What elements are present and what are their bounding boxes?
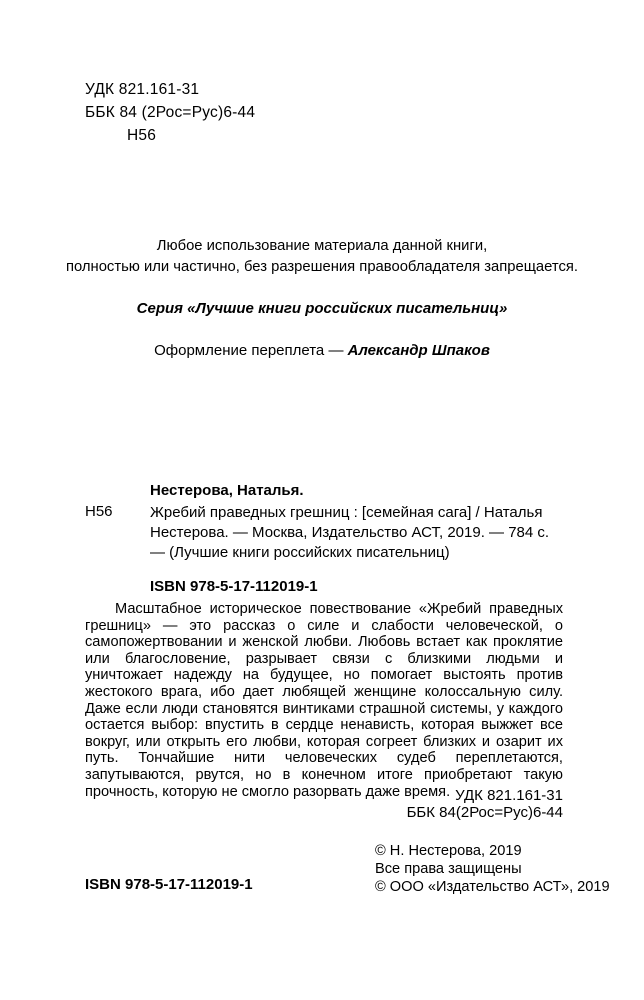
bbk-code-bottom: ББК 84(2Рос=Рус)6-44 [406,804,563,821]
udk-code: УДК 821.161-31 [85,81,200,98]
design-credit-prefix: Оформление переплета — [154,342,348,359]
bib-isbn: ISBN 978-5-17-112019-1 [150,578,318,595]
design-credit [42,342,602,361]
rights-reserved: Все права защищены [375,861,522,877]
usage-notice-line2: полностью или частично, без разрешения правообладателя запрещается. [65,259,579,275]
bib-entry: Жребий праведных грешниц : [семейная сага] / Наталья Нестерова. — Москва, Издательство АСТ, 2019. — 784 с. — (Лучшие книги российских писательниц) [150,504,550,561]
bbk-code: ББК 84 (2Рос=Рус)6-44 [85,104,256,121]
annotation-text: Масштабное историческое повествование «Жребий праведных грешниц» — это рассказ о силе и слабости человеческой, о самопожертвовании и женской любви. Любовь встает как проклятие или благословение, разрывает связи с близкими людьми и уничтожает надежду на будущее, но помогает выстоять против жестокого врага, ибо дает любящей женщине колоссальную силу. Даже если люди становятся винтиками страшной системы, у каждого остается выбор: впустить в сердце ненависть, которая выжжет все вокруг, или открыть его любви, которая согреет близких и озарит их путь. Тончайшие нити человеческих судеб переплетаются, запутываются, рвутся, но в конечном итоге приобретают такую прочность, которую не смогло разорвать даже время. [85,601,563,800]
usage-notice [42,236,602,278]
copyright-author: © Н. Нестерова, 2019 [375,843,522,859]
udk-code-bottom: УДК 821.161-31 [455,787,563,804]
usage-notice-line1: Любое использование материала данной книги, [156,238,488,254]
copyright-publisher: © ООО «Издательство АСТ», 2019 [375,879,610,895]
design-credit-name: Александр Шпаков [347,342,490,359]
series-title: Серия «Лучшие книги российских писательниц» [136,300,508,317]
bib-author: Нестерова, Наталья. [150,482,304,499]
bottom-codes-block [85,787,563,821]
bib-record [85,503,563,563]
bib-code: Н56 [85,503,113,520]
top-codes-block [85,78,255,147]
copyright-block [375,842,610,896]
author-sign-code: Н56 [127,127,157,144]
footer-isbn: ISBN 978-5-17-112019-1 [85,876,253,893]
